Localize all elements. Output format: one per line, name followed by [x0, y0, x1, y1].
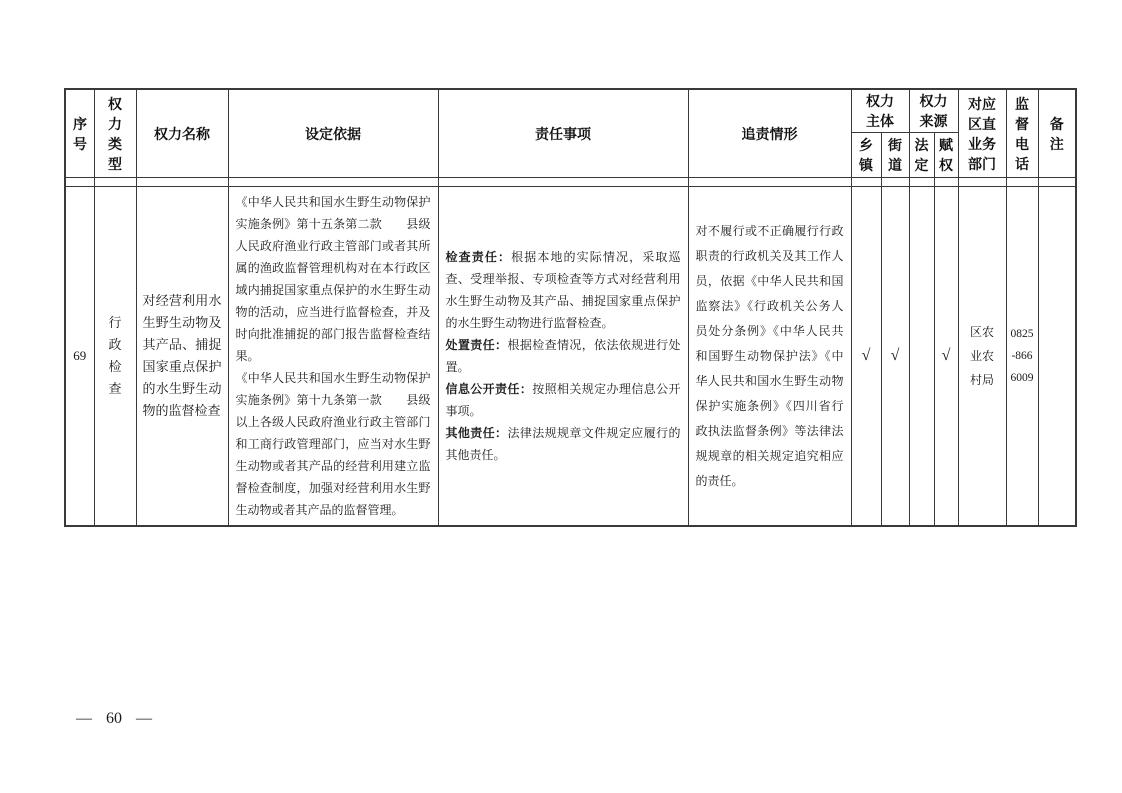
duty-item-text: 根据本地的实际情况，采取巡查、受理举报、专项检查等方式对经营利用水生野生动物及其产品、捕捉国家重点保护的水生野生动物进行监督检查。 [445, 250, 681, 330]
header-phone: 监督电话 [1006, 89, 1038, 178]
duty-item-label: 信息公开责任： [445, 382, 533, 396]
duty-item [446, 378, 681, 422]
cell-serial-number: 69 [65, 187, 94, 527]
spacer-cell [881, 178, 909, 187]
header-power-name: 权力名称 [136, 89, 228, 178]
cell-power-type: 行政检查 [94, 187, 136, 527]
duty-item [446, 334, 681, 378]
spacer-cell [438, 178, 688, 187]
duty-item-text: 按照相关规定办理信息公开事项。 [445, 382, 681, 418]
header-remarks: 备注 [1038, 89, 1076, 178]
duty-item [446, 246, 681, 334]
header-duty: 责任事项 [438, 89, 688, 178]
header-power-type: 权力类型 [94, 89, 136, 178]
spacer-row [65, 178, 1076, 187]
cell-duty [438, 187, 688, 527]
header-serial: 序号 [65, 89, 94, 178]
duty-item-label: 其他责任： [445, 426, 508, 440]
spacer-cell [688, 178, 851, 187]
basis-paragraph: 《中华人民共和国水生野生动物保护实施条例》第十五条第二款 县级人民政府渔业行政主管部门或者其所属的渔政监督管理机构对在本行政区域内捕捉国家重点保护的水生野生动物的活动，应当进行监督检查，并及时向批准捕捉的部门报告监督检查结果。 [235, 195, 431, 363]
table-row [65, 187, 1076, 527]
cell-statutory-check [909, 187, 934, 527]
spacer-cell [228, 178, 438, 187]
cell-empowered-check: √ [934, 187, 958, 527]
duty-item-text: 法律法规规章文件规定应履行的其他责任。 [445, 426, 681, 462]
header-department: 对应区直业务部门 [958, 89, 1006, 178]
cell-remarks [1038, 187, 1076, 527]
basis-paragraph: 《中华人民共和国水生野生动物保护实施条例》第十九条第一款 县级以上各级人民政府渔业行政主管部门和工商行政管理部门，应当对水生野生动物或者其产品的经营利用建立监督检查制度，加强对经营利用水生野生动物或者其产品的监督管理。 [235, 371, 431, 517]
header-group-power-source: 权力来源 [909, 89, 958, 133]
spacer-cell [1038, 178, 1076, 187]
cell-street-check: √ [881, 187, 909, 527]
power-list-table [64, 88, 1077, 527]
spacer-cell [851, 178, 881, 187]
cell-accountability [688, 187, 851, 527]
duty-item-label: 处置责任： [445, 338, 508, 352]
spacer-cell [136, 178, 228, 187]
spacer-cell [958, 178, 1006, 187]
cell-township-check: √ [851, 187, 881, 527]
cell-phone: 0825-8666009 [1006, 187, 1038, 527]
header-group-power-subject: 权力主体 [851, 89, 909, 133]
page-number: — 60 — [76, 710, 152, 727]
cell-power-name: 对经营利用水生野生动物及其产品、捕捉国家重点保护的水生野生动物的监督检查 [136, 187, 228, 527]
header-sub-township: 乡镇 [851, 133, 881, 178]
cell-department: 区农业农村局 [958, 187, 1006, 527]
spacer-cell [94, 178, 136, 187]
duty-item-label: 检查责任： [445, 250, 512, 264]
duty-item-text: 根据检查情况，依法依规进行处置。 [445, 338, 681, 374]
spacer-cell [934, 178, 958, 187]
spacer-cell [65, 178, 94, 187]
spacer-cell [1006, 178, 1038, 187]
spacer-cell [909, 178, 934, 187]
accountability-paragraph: 对不履行或不正确履行行政职责的行政机关及其工作人员，依据《中华人民共和国监察法》《行政机关公务人员处分条例》《中华人民共和国野生动物保护法》《中华人民共和国水生野生动物保护实施条例》《四川省行政执法监督条例》等法律法规规章的相关规定追究相应的责任。 [695, 223, 844, 488]
header-sub-statutory: 法定 [909, 133, 934, 178]
header-accountability: 追责情形 [688, 89, 851, 178]
header-basis: 设定依据 [228, 89, 438, 178]
cell-basis [228, 187, 438, 527]
header-sub-street: 街道 [881, 133, 909, 178]
header-sub-empowered: 赋权 [934, 133, 958, 178]
duty-item [446, 422, 681, 466]
